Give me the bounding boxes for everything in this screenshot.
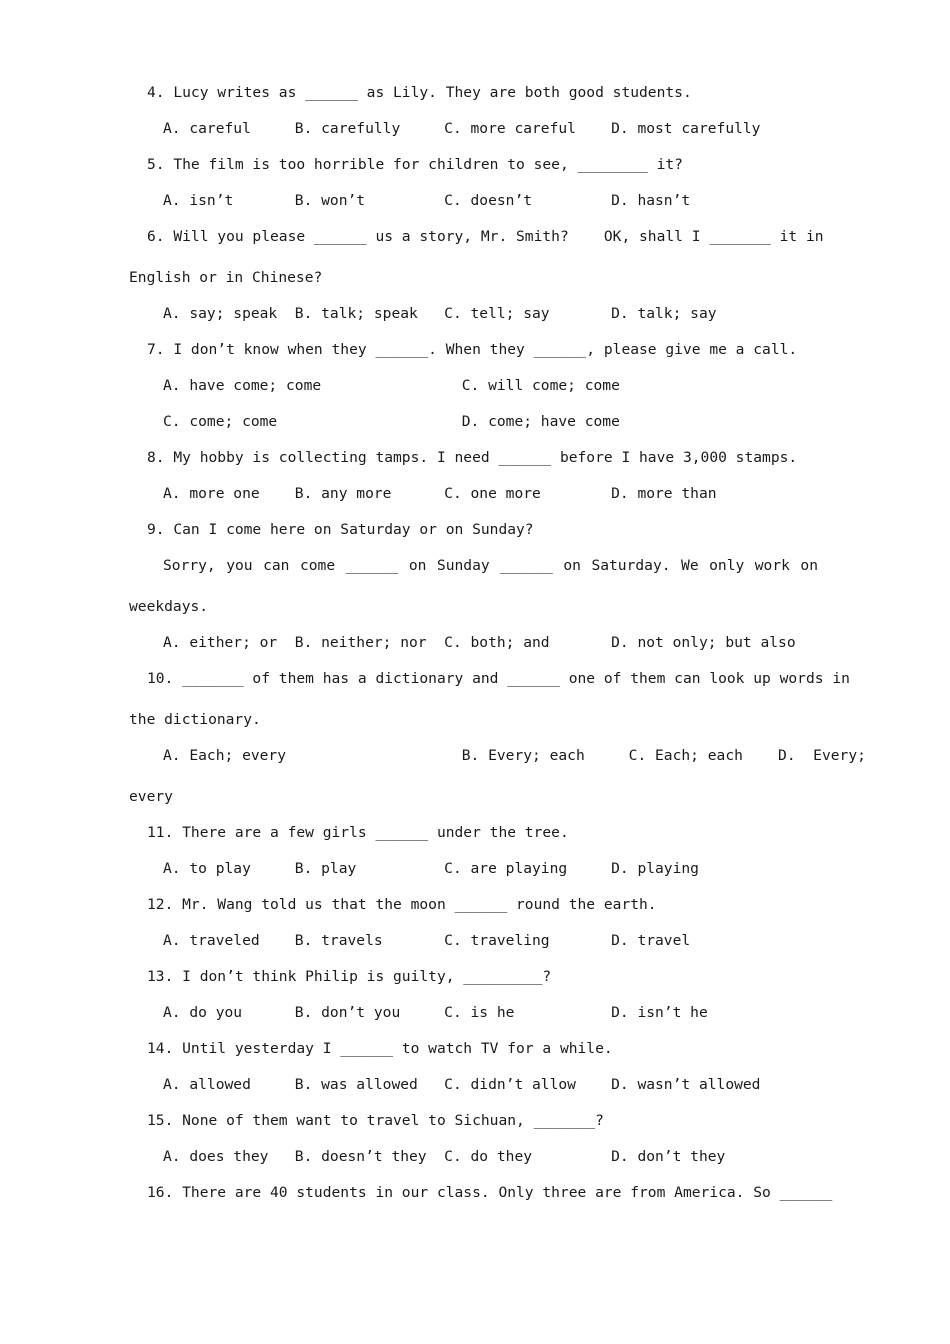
question-5: 5. The film is too horrible for children to see, ________ it? [147, 156, 683, 173]
question-4-options: A. careful B. carefully C. more careful D. most carefully [163, 120, 761, 137]
question-9: 9. Can I come here on Saturday or on Sunday? [147, 521, 534, 538]
question-9-answer: Sorry, you can come ______ on Sunday ______ on Saturday. We only work on [163, 557, 818, 574]
question-13-options: A. do you B. don’t you C. is he D. isn’t he [163, 1004, 708, 1021]
question-7-options-row2: C. come; come D. come; have come [163, 413, 620, 430]
question-10-options-continued: every [129, 788, 173, 805]
question-8-options: A. more one B. any more C. one more D. more than [163, 485, 717, 502]
question-6-continued: English or in Chinese? [129, 269, 323, 286]
question-9-options: A. either; or B. neither; nor C. both; and D. not only; but also [163, 634, 796, 651]
question-6-options: A. say; speak B. talk; speak C. tell; say D. talk; say [163, 305, 717, 322]
question-16: 16. There are 40 students in our class. Only three are from America. So ______ [147, 1184, 833, 1201]
question-12: 12. Mr. Wang told us that the moon ______ round the earth. [147, 896, 657, 913]
question-9-answer-continued: weekdays. [129, 598, 209, 615]
question-12-options: A. traveled B. travels C. traveling D. travel [163, 932, 691, 949]
question-7: 7. I don’t know when they ______. When they ______, please give me a call. [147, 341, 798, 358]
question-6: 6. Will you please ______ us a story, Mr. Smith? OK, shall I _______ it in [147, 228, 824, 245]
question-14-options: A. allowed B. was allowed C. didn’t allow D. wasn’t allowed [163, 1076, 761, 1093]
question-14: 14. Until yesterday I ______ to watch TV for a while. [147, 1040, 613, 1057]
question-10-options: A. Each; every B. Every; each C. Each; each D. Every; [163, 747, 866, 764]
question-4: 4. Lucy writes as ______ as Lily. They are both good students. [147, 84, 692, 101]
question-13: 13. I don’t think Philip is guilty, _________? [147, 968, 552, 985]
question-8: 8. My hobby is collecting tamps. I need ______ before I have 3,000 stamps. [147, 449, 798, 466]
question-15-options: A. does they B. doesn’t they C. do they D. don’t they [163, 1148, 726, 1165]
question-10: 10. _______ of them has a dictionary and ______ one of them can look up words in [147, 670, 850, 687]
question-11-options: A. to play B. play C. are playing D. playing [163, 860, 699, 877]
question-10-continued: the dictionary. [129, 711, 261, 728]
question-7-options-row1: A. have come; come C. will come; come [163, 377, 620, 394]
question-5-options: A. isn’t B. won’t C. doesn’t D. hasn’t [163, 192, 691, 209]
question-11: 11. There are a few girls ______ under the tree. [147, 824, 569, 841]
question-15: 15. None of them want to travel to Sichuan, _______? [147, 1112, 604, 1129]
